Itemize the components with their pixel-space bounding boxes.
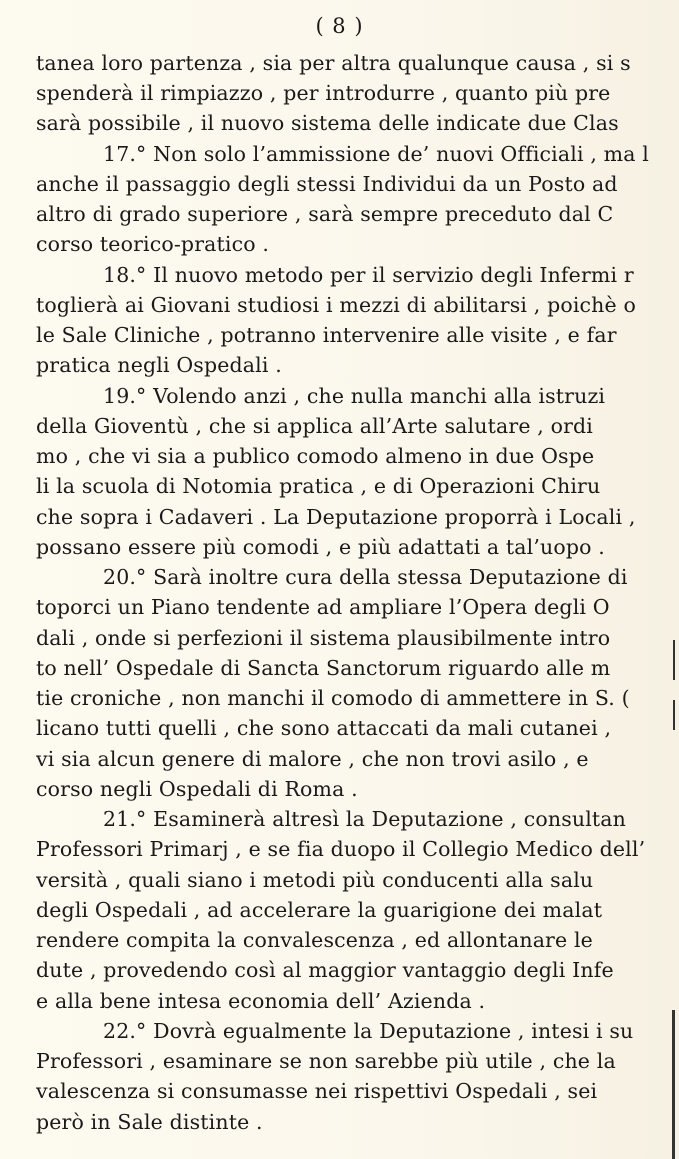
text-line: però in Sale distinte . bbox=[36, 1110, 263, 1134]
text-line: possano essere più comodi , e più adattati a tal’uopo . bbox=[36, 535, 605, 559]
text-line: to nell’ Ospedale di Sancta Sanctorum riguardo alle m bbox=[36, 656, 611, 680]
text-line: e alla bene intesa economia dell’ Azienda . bbox=[36, 989, 486, 1013]
text-line: 19.° Volendo anzi , che nulla manchi alla istruzi bbox=[103, 384, 606, 408]
text-line: licano tutti quelli , che sono attaccati da mali cutanei , bbox=[36, 716, 612, 740]
text-line: sarà possibile , il nuovo sistema delle indicate due Clas bbox=[36, 111, 619, 135]
text-line: altro di grado superiore , sarà sempre preceduto dal C bbox=[36, 202, 614, 226]
text-line: 17.° Non solo l’ammissione de’ nuovi Officiali , ma l bbox=[103, 142, 649, 166]
text-line: della Gioventù , che si applica all’Arte salutare , ordi bbox=[36, 414, 594, 438]
text-line: li la scuola di Notomia pratica , e di Operazioni Chiru bbox=[36, 474, 601, 498]
text-line: dute , provedendo così al maggior vantaggio degli Infe bbox=[36, 958, 614, 982]
text-line: 21.° Esaminerà altresì la Deputazione , consultan bbox=[103, 807, 627, 831]
text-line: anche il passaggio degli stessi Individui da un Posto ad bbox=[36, 172, 618, 196]
text-line: mo , che vi sia a publico comodo almeno in due Ospe bbox=[36, 444, 595, 468]
text-line: corso teorico-pratico . bbox=[36, 232, 270, 256]
text-line: che sopra i Cadaveri . La Deputazione proporrà i Locali , bbox=[36, 505, 636, 529]
text-line: 20.° Sarà inoltre cura della stessa Deputazione di bbox=[103, 565, 628, 589]
text-line: versità , quali siano i metodi più conducenti alla salu bbox=[36, 868, 594, 892]
binding-edge-mark bbox=[673, 700, 675, 730]
text-line: 18.° Il nuovo metodo per il servizio degli Infermi r bbox=[103, 263, 634, 287]
text-line: le Sale Cliniche , potranno intervenire alle visite , e far bbox=[36, 323, 617, 347]
text-line: toporci un Piano tendente ad ampliare l’Opera degli O bbox=[36, 595, 610, 619]
page-number: ( 8 ) bbox=[315, 14, 364, 38]
binding-edge-mark bbox=[672, 1010, 675, 1159]
text-line: corso negli Ospedali di Roma . bbox=[36, 777, 358, 801]
text-line: Professori , esaminare se non sarebbe più utile , che la bbox=[36, 1049, 616, 1073]
binding-edge-mark bbox=[673, 640, 675, 680]
text-line: vi sia alcun genere di malore , che non trovi asilo , e bbox=[36, 747, 589, 771]
text-line: dali , onde si perfezioni il sistema plausibilmente intro bbox=[36, 626, 611, 650]
text-line: spenderà il rimpiazzo , per introdurre , quanto più pre bbox=[36, 81, 611, 105]
text-line: 22.° Dovrà egualmente la Deputazione , intesi i su bbox=[103, 1019, 634, 1043]
text-line: degli Ospedali , ad accelerare la guarigione dei malat bbox=[36, 898, 603, 922]
text-line: valescenza si consumasse nei rispettivi Ospedali , sei bbox=[36, 1079, 598, 1103]
text-line: tanea loro partenza , sia per altra qualunque causa , si s bbox=[36, 51, 631, 75]
text-line: Professori Primarj , e se fia duopo il Collegio Medico dell’ bbox=[36, 837, 646, 861]
text-line: toglierà ai Giovani studiosi i mezzi di abilitarsi , poichè o bbox=[36, 293, 636, 317]
text-line: rendere compita la convalescenza , ed allontanare le bbox=[36, 928, 593, 952]
text-line: pratica negli Ospedali . bbox=[36, 353, 282, 377]
text-line: tie croniche , non manchi il comodo di ammettere in S. ( bbox=[36, 686, 630, 710]
